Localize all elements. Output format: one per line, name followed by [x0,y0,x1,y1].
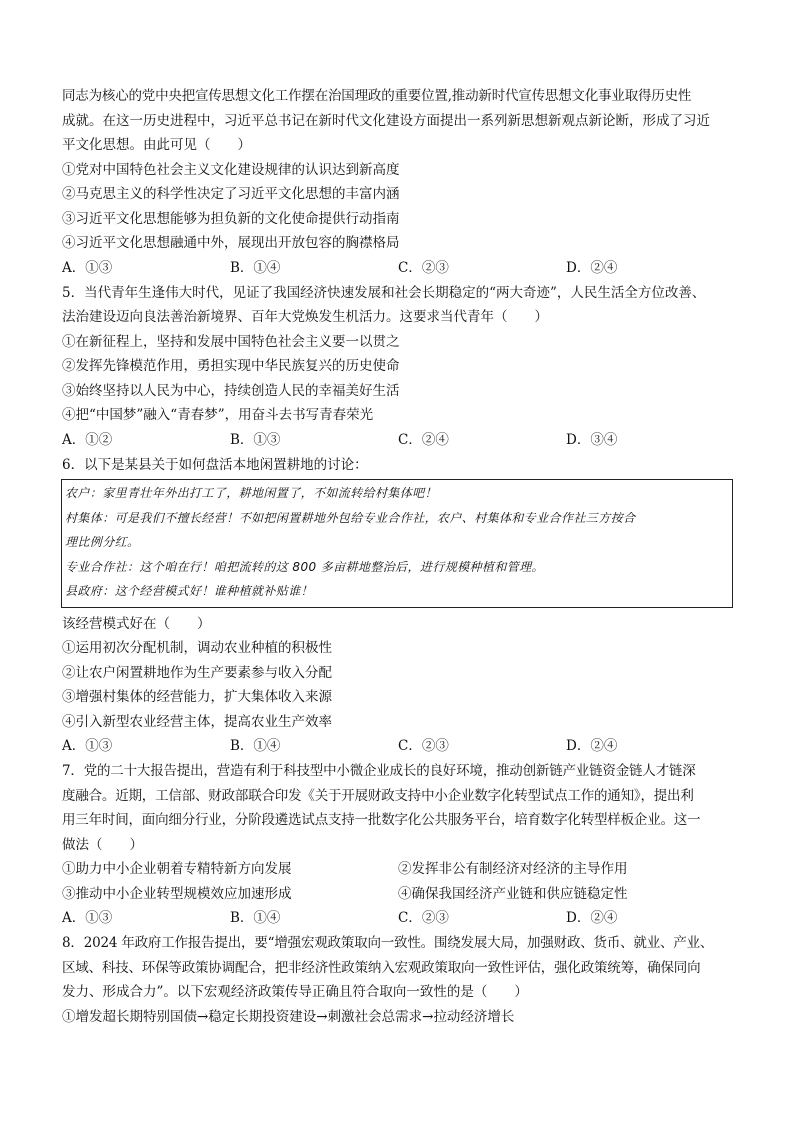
choice-d: D．②④ [566,910,618,926]
question-5 [62,281,734,453]
q7-stem-line: 做法（ ） [62,836,143,853]
choice-b: B．①④ [230,738,281,754]
q7-option-row [62,882,734,907]
choice-c: C．②③ [398,259,449,276]
q5-option: ④把“中国梦”融入“青春梦”，用奋斗去书写青春荣光 [62,407,374,423]
q5-stem-line: 5．当代青年生逢伟大时代，见证了我国经济快速发展和社会长期稳定的“两大奇迹”，人民生活全方位改善、 [62,284,706,301]
q7-stem-line: 7．党的二十大报告提出，营造有利于科技型中小微企业成长的良好环境，推动创新链产业链资金链人才链深 [62,763,696,779]
q6-option: ③增强村集体的经营能力，扩大集体收入来源 [62,689,332,705]
q7-option-row [62,857,734,882]
choice-c: C．②③ [398,910,449,926]
dialogue-line-cooperative: 专业合作社：这个咱在行！咱把流转的这 800 多亩耕地整治后，进行规模种植和管理。 [65,559,544,574]
question-7 [62,759,734,931]
dialogue-line-farmer: 农户：家里青壮年外出打工了，耕地闲置了，不如流转给村集体吧！ [65,486,438,500]
q6-answer-choices [62,734,734,759]
dialogue-box [61,479,733,608]
dialogue-line-village: 村集体：可是我们不擅长经营！不如把闲置耕地外包给专业合作社，农户、村集体和专业合作社三方按合 [65,510,636,525]
choice-b: B．①④ [230,910,281,926]
q4-option: ③习近平文化思想能够为担负新的文化使命提供行动指南 [62,210,400,227]
choice-c: C．②③ [398,738,449,754]
choice-c: C．②④ [398,431,449,448]
q8-stem-line: 区域、科技、环保等政策协调配合，把非经济性政策纳入宏观政策取向一致性评估，强化政策统筹，确保同向 [62,959,701,976]
q4-stem-line: 平文化思想。由此可见（ ） [62,137,251,153]
q6-option: ④引入新型农业经营主体，提高农业生产效率 [62,713,332,730]
q4-option: ④习近平文化思想融通中外，展现出开放包容的胸襟格局 [62,235,400,251]
q6-stem: 6．以下是某县关于如何盘活本地闲置耕地的讨论： [62,456,368,473]
choice-a: A．①② [62,431,113,448]
q8-stem-line: 8．2024 年政府工作报告提出，要“增强宏观政策取向一致性。围绕发展大局，加强财政、货币、就业、产业、 [62,935,714,951]
q4-stem-line: 同志为核心的党中央把宣传思想文化工作摆在治国理政的重要位置,推动新时代宣传思想文化事业取得历史性 [62,88,692,104]
question-8 [62,931,734,1029]
choice-a: A．①③ [62,259,113,276]
dialogue-line-county: 县政府：这个经营模式好！谁种植就补贴谁！ [65,584,314,598]
q6-option: ①运用初次分配机制，调动农业种植的积极性 [62,640,332,656]
q7-option: ③推动中小企业转型规模效应加速形成 [62,885,292,902]
q5-stem-line: 法治建设迈向良法善治新境界、百年大党焕发生机活力。这要求当代青年（ ） [62,309,548,325]
q5-option: ①在新征程上，坚持和发展中国特色社会主义要一以贯之 [62,333,400,350]
choice-a: A．①③ [62,738,113,754]
q7-stem-line: 用三年时间，面向细分行业，分阶段遴选试点支持一批数字化公共服务平台，培育数字化转型样板企业。这一 [62,812,701,828]
choice-b: B．①③ [230,431,281,448]
q7-option: ①助力中小企业朝着专精特新方向发展 [62,861,292,877]
q4-answer-choices [62,256,734,281]
q5-option: ②发挥先锋模范作用，勇担实现中华民族复兴的历史使命 [62,358,400,374]
q5-answer-choices [62,428,734,453]
q4-option: ①党对中国特色社会主义文化建设规律的认识达到新高度 [62,161,400,178]
q7-option: ④确保我国经济产业链和供应链稳定性 [398,885,628,902]
q7-stem-line: 度融合。近期，工信部、财政部联合印发《关于开展财政支持中小企业数字化转型试点工作的通知》，提出利 [62,787,694,804]
q7-answer-choices [62,906,734,931]
choice-b: B．①④ [230,259,281,276]
q4-stem-line: 成就。在这一历史进程中，习近平总书记在新时代文化建设方面提出一系列新思想新观点新论断，形成了习近 [62,112,710,129]
q5-option: ③始终坚持以人民为中心，持续创造人民的幸福美好生活 [62,382,400,399]
q7-option: ②发挥非公有制经济对经济的主导作用 [398,861,628,877]
question-6 [62,453,734,760]
choice-d: D．②④ [566,259,618,276]
choice-d: D．②④ [566,738,618,754]
dialogue-line-village-cont: 理比例分红。 [65,535,140,549]
q8-option: ①增发超长期特别国债→稳定长期投资建设→刺激社会总需求→拉动经济增长 [62,1008,515,1025]
choice-d: D．③④ [566,431,618,448]
choice-a: A．①③ [62,910,113,926]
q4-option: ②马克思主义的科学性决定了习近平文化思想的丰富内涵 [62,186,400,202]
q8-stem-line: 发力、形成合力”。以下宏观经济政策传导正确且符合取向一致性的是（ ） [62,984,528,1000]
q6-question: 该经营模式好在（ ） [62,615,211,632]
exam-page [62,84,734,1029]
q6-option: ②让农户闲置耕地作为生产要素参与收入分配 [62,664,332,681]
question-4 [62,84,734,281]
